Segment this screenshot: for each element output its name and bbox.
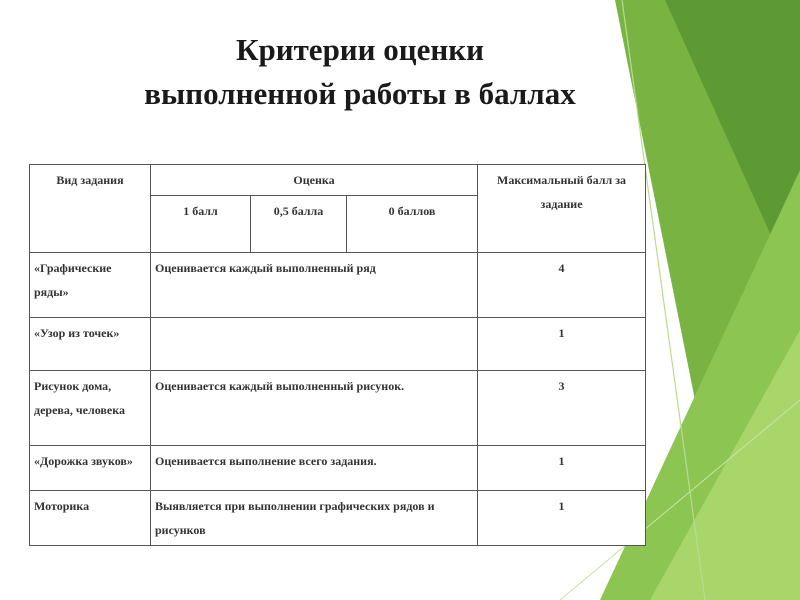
- header-task-type: Вид задания: [30, 165, 151, 253]
- criterion-cell: [151, 318, 478, 371]
- header-max-score: Максимальный балл за задание: [478, 165, 646, 253]
- header-score-0: 0 баллов: [347, 196, 478, 253]
- title-line-2: выполненной работы в баллах: [144, 76, 576, 111]
- table-row: [30, 371, 646, 446]
- max-score-cell: 1: [478, 318, 646, 371]
- task-cell: Моторика: [30, 491, 151, 546]
- header-score-1: 1 балл: [151, 196, 251, 253]
- table-row: [30, 491, 646, 546]
- criterion-cell: Оценивается выполнение всего задания.: [151, 446, 478, 491]
- criterion-cell: Оценивается каждый выполненный ряд: [151, 253, 478, 318]
- table-row: [30, 446, 646, 491]
- task-cell: «Дорожка звуков»: [30, 446, 151, 491]
- table-row: [30, 253, 646, 318]
- task-cell: Рисунок дома, дерева, человека: [30, 371, 151, 446]
- criterion-cell: Выявляется при выполнении графических рядов и рисунков: [151, 491, 478, 546]
- header-score-05: 0,5 балла: [251, 196, 347, 253]
- table-header-row: [30, 165, 646, 196]
- criteria-table: [29, 164, 646, 546]
- title-line-1: Критерии оценки: [236, 32, 484, 67]
- table-row: [30, 318, 646, 371]
- max-score-cell: 4: [478, 253, 646, 318]
- max-score-cell: 1: [478, 491, 646, 546]
- criterion-cell: Оценивается каждый выполненный рисунок.: [151, 371, 478, 446]
- max-score-cell: 1: [478, 446, 646, 491]
- task-cell: «Узор из точек»: [30, 318, 151, 371]
- task-cell: «Графические ряды»: [30, 253, 151, 318]
- header-score: Оценка: [151, 165, 478, 196]
- slide-title: [60, 28, 660, 116]
- max-score-cell: 3: [478, 371, 646, 446]
